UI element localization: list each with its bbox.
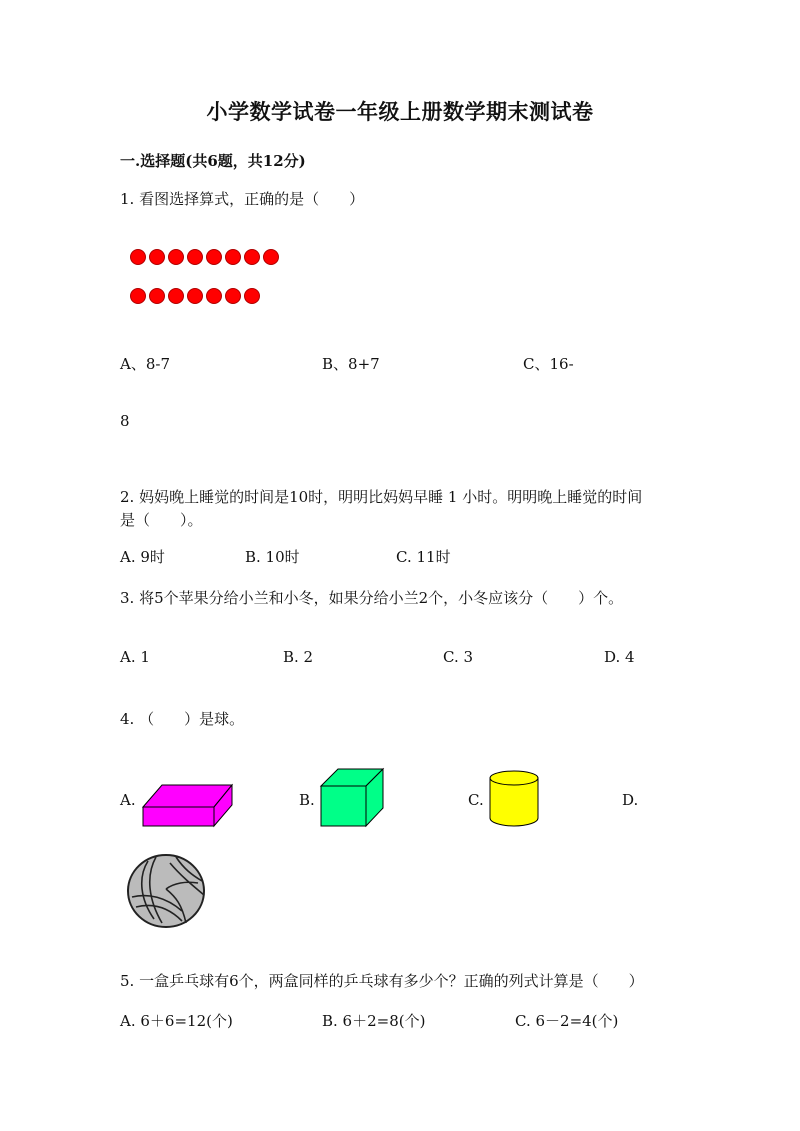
question-3-option-c[interactable]: C. 3 xyxy=(443,648,474,666)
question-4-text: 4. （ ）是球。 xyxy=(120,710,245,728)
red-dot xyxy=(149,288,165,304)
red-dot xyxy=(130,288,146,304)
red-dot xyxy=(187,288,203,304)
red-dot xyxy=(206,249,222,265)
red-dot xyxy=(168,249,184,265)
red-dot xyxy=(206,288,222,304)
question-3-text: 3. 将5个苹果分给小兰和小冬，如果分给小兰2个，小冬应该分（ ）个。 xyxy=(120,589,624,607)
question-3-option-a[interactable]: A. 1 xyxy=(120,648,150,666)
question-4-option-c[interactable]: C. xyxy=(468,791,484,809)
ball-icon xyxy=(126,853,206,929)
question-4-option-a[interactable]: A. xyxy=(120,791,136,809)
question-1-option-c[interactable]: C、16- xyxy=(523,355,574,373)
question-1-option-b[interactable]: B、8+7 xyxy=(322,355,380,373)
question-4-option-b[interactable]: B. xyxy=(299,791,315,809)
question-1-option-c-continued: 8 xyxy=(120,412,130,430)
question-2-option-c[interactable]: C. 11时 xyxy=(396,548,451,566)
question-4-option-d[interactable]: D. xyxy=(622,791,639,809)
page-title: 小学数学试卷一年级上册数学期末测试卷 xyxy=(206,99,594,124)
question-5-option-a[interactable]: A. 6＋6=12(个) xyxy=(120,1012,233,1030)
question-1-text: 1. 看图选择算式，正确的是（ ） xyxy=(120,190,365,208)
question-5-option-c[interactable]: C. 6－2=4(个) xyxy=(515,1012,619,1030)
question-3-option-d[interactable]: D. 4 xyxy=(604,648,635,666)
question-1-option-a[interactable]: A、8-7 xyxy=(120,355,170,373)
red-dot xyxy=(130,249,146,265)
cube-icon xyxy=(320,768,386,828)
question-2-option-a[interactable]: A. 9时 xyxy=(120,548,165,566)
cuboid-icon xyxy=(142,782,234,828)
question-3-option-b[interactable]: B. 2 xyxy=(283,648,314,666)
red-dot xyxy=(244,288,260,304)
question-2-text-line2: 是（ ）。 xyxy=(120,511,203,529)
red-dot xyxy=(244,249,260,265)
section-heading: 一.选择题(共6题，共12分) xyxy=(120,152,306,170)
red-dot xyxy=(168,288,184,304)
red-dot xyxy=(187,249,203,265)
cylinder-icon xyxy=(489,770,539,828)
question-5-text: 5. 一盒乒乓球有6个，两盒同样的乒乓球有多少个？正确的列式计算是（ ） xyxy=(120,972,644,990)
red-dot xyxy=(263,249,279,265)
question-5-option-b[interactable]: B. 6＋2=8(个) xyxy=(322,1012,426,1030)
red-dot xyxy=(149,249,165,265)
red-dot xyxy=(225,288,241,304)
question-2-text-line1: 2. 妈妈晚上睡觉的时间是10时，明明比妈妈早睡 1 小时。明明晚上睡觉的时间 xyxy=(120,488,643,506)
question-2-option-b[interactable]: B. 10时 xyxy=(245,548,300,566)
red-dot xyxy=(225,249,241,265)
